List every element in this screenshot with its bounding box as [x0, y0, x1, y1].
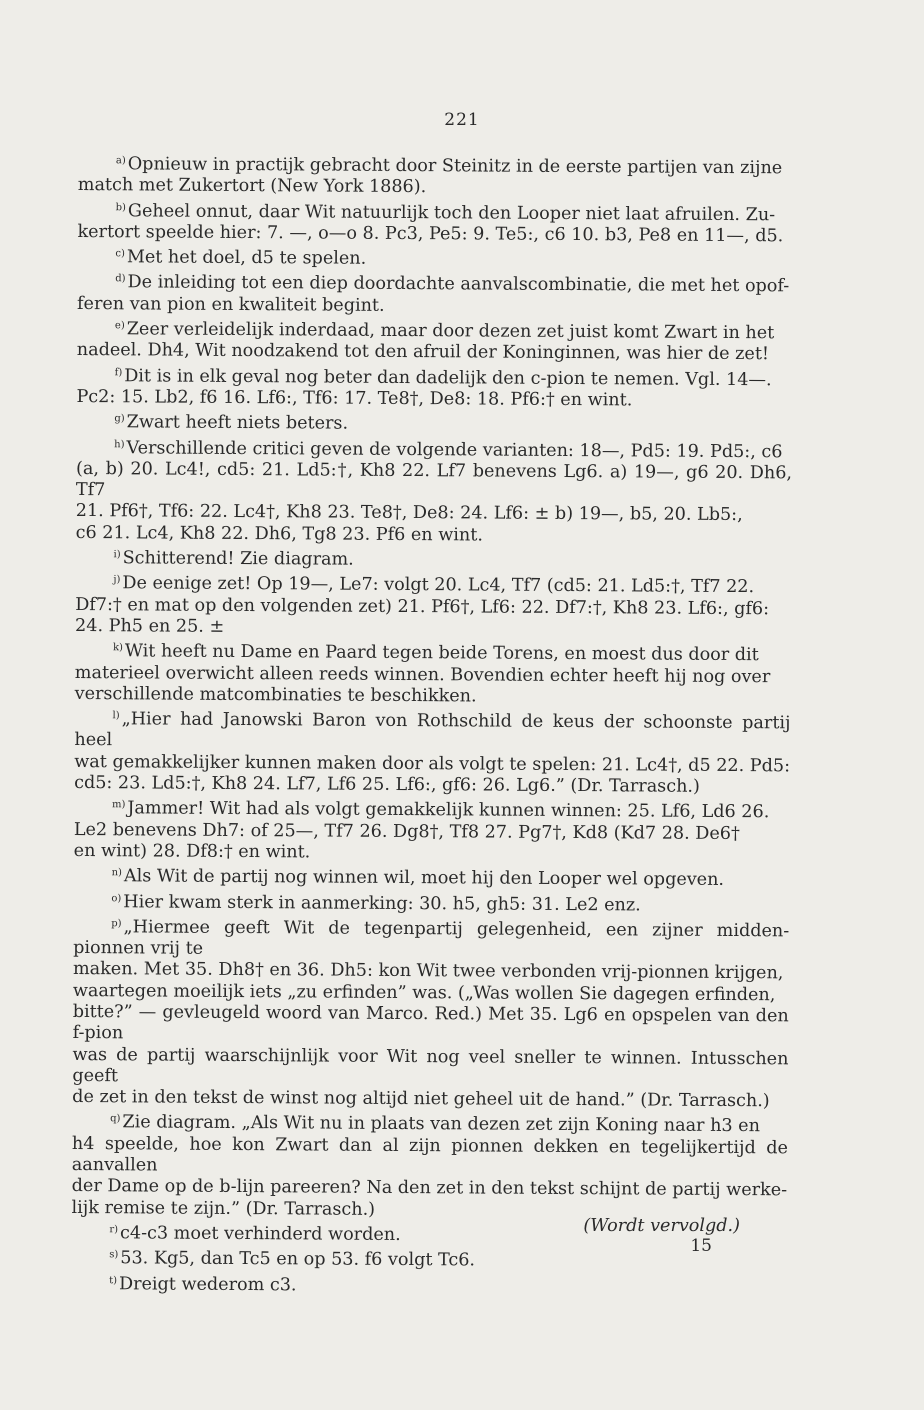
footnotes: [71, 150, 794, 1299]
note-e: [77, 315, 793, 366]
note-text: c4-c3 moet verhinderd worden.: [120, 1223, 401, 1245]
note-text: Geheel onnut, daar Wit natuurlijk toch den Looper niet laat afruilen. Zu- kertort speelde hier: 7. —, o—o 8. Pc3, Pe5: 9. Te5:, c6 10. b3, Pe8 en 11—, d5.: [77, 200, 784, 247]
note-marker: o): [111, 892, 122, 904]
continued-note: (Wordt vervolgd.): [583, 1216, 740, 1236]
note-p: [72, 913, 789, 1113]
note-marker: a): [115, 155, 126, 167]
note-a: [78, 150, 794, 201]
note-marker: b): [115, 201, 126, 213]
note-marker: j): [113, 574, 121, 586]
note-marker: g): [114, 413, 125, 425]
note-text: De eenige zet! Op 19—, Le7: volgt 20. Lc4, Tf7 (cd5: 21. Ld5:†, Tf7 22. Df7:† en mat op den volgenden zet) 21. Pf6†, Lf6: 22. Df7:†, Kh8 23. Lf6:, gf6: 24. Ph5 en 25. ±: [75, 573, 770, 637]
note-marker: i): [113, 549, 121, 561]
note-marker: k): [112, 642, 123, 654]
note-text: De inleiding tot een diep doordachte aanvalscombinatie, die met het opof- feren van pion en kwaliteit begint.: [76, 272, 790, 316]
note-n: [73, 862, 789, 892]
note-text: Jammer! Wit had als volgt gemakkelijk kunnen winnen: 25. Lf6, Ld6 26. Le2 benevens Dh7: of 25—, Tf7 26. Dg8†, Tf8 27. Pg7†, Kd8 (Kd7 28. De6† en wint) 28. Df8:† en wint.: [73, 798, 770, 863]
sheet-number: 15: [690, 1236, 712, 1256]
note-g: [76, 408, 792, 438]
note-marker: p): [111, 918, 122, 930]
note-marker: h): [114, 438, 125, 450]
note-marker: r): [109, 1224, 119, 1236]
note-marker: d): [115, 273, 126, 285]
note-t: [71, 1270, 787, 1300]
note-q: [71, 1108, 788, 1223]
note-text: „Hier had Janowski Baron von Rothschild de keus der schoonste partij heel wat gemakkelijker kunnen maken door als volgt te spelen: 21. Lc4†, d5 22. Pd5: cd5: 23. Ld5:†, Kh8 24. Lf7, Lf6 25. Lf6:, gf6: 26. Lg6.” (Dr. Tarrasch.): [74, 709, 791, 797]
note-k: [75, 637, 791, 709]
note-d: [77, 268, 793, 319]
note-marker: m): [111, 799, 126, 811]
note-text: Als Wit de partij nog winnen wil, moet hij den Looper wel opgeven.: [123, 866, 725, 891]
note-text: Met het doel, d5 te spelen.: [126, 247, 367, 269]
note-text: Opnieuw in practijk gebracht door Steinitz in de eerste partijen van zijne match met Zukertort (New York 1886).: [77, 154, 783, 198]
note-text: Zwart heeft niets beters.: [126, 412, 349, 434]
note-marker: t): [109, 1274, 118, 1286]
note-m: [74, 794, 790, 866]
note-text: Verschillende critici geven de volgende varianten: 18—, Pd5: 19. Pd5:, c6 (a, b) 20. Lc4!, cd5: 21. Ld5:†, Kh8 22. Lf7 benevens Lg6. a) 19—, g6 20. Dh6, Tf7 21. Pf6†, Tf6: 22. Lc4†, Kh8 23. Te8†, De8: 24. Lf6: ± b) 19—, b5, 20. Lb5:, c6 21. Lc4, Kh8 22. Dh6, Tg8 23. Pf6 en wint.: [75, 437, 793, 546]
note-j: [75, 569, 791, 641]
note-text: Schitterend! Zie diagram.: [122, 548, 354, 570]
note-marker: q): [110, 1113, 121, 1125]
note-marker: s): [109, 1249, 119, 1261]
note-marker: c): [115, 248, 125, 260]
note-text: Dreigt wederom c3.: [118, 1273, 297, 1295]
note-text: Dit is in elk geval nog beter dan dadelijk den c-pion te nemen. Vgl. 14—. Pc2: 15. Lb2, f6 16. Lf6:, Tf6: 17. Te8†, De8: 18. Pf6:† en wint.: [76, 365, 772, 411]
page-number: 221: [444, 110, 480, 130]
note-h: [76, 434, 793, 549]
note-text: Zie diagram. „Als Wit nu in plaats van dezen zet zijn Koning naar h3 en h4 speelde, hoe kon Zwart dan al zijn pionnen dekken en tegelijkertijd de aanvallen der Dame op de b-lijn pareeren? Na den zet in den tekst schijnt de partij werke- lijk remise te zijn.” (Dr. Tarrasch.): [71, 1112, 788, 1220]
note-marker: l): [112, 710, 120, 722]
note-marker: e): [114, 320, 125, 332]
note-b: [77, 197, 793, 248]
note-marker: f): [114, 366, 123, 378]
note-text: 53. Kg5, dan Tc5 en op 53. f6 volgt Tc6.: [120, 1248, 476, 1271]
note-l: [74, 705, 791, 799]
note-text: Zeer verleidelijk inderdaad, maar door dezen zet juist komt Zwart in het nadeel. Dh4, Wit noodzakend tot den afruil der Koninginnen, was hier de zet!: [76, 319, 775, 365]
note-f: [76, 362, 792, 413]
note-text: Wit heeft nu Dame en Paard tegen beide Torens, en moest dus door dit materieel overwicht alleen reeds winnen. Bovendien echter heeft hij nog over verschillende matcombinaties te beschikken.: [74, 641, 771, 707]
note-marker: n): [111, 867, 122, 879]
note-text: Hier kwam sterk in aanmerking: 30. h5, gh5: 31. Le2 enz.: [123, 891, 641, 915]
note-text: „Hiermee geeft Wit de tegenpartij gelegenheid, een zijner midden-pionnen vrij te maken. Met 35. Dh8† en 36. Dh5: kon Wit twee verbonden vrij-pionnen krijgen, waartegen moeilijk iets „zu erfinden” was. („Was wollen Sie dagegen erfinden, bitte?” — gevleugeld woord van Marco. Red.) Met 35. Lg6 en opspelen van den f-pion was de partij waarschijnlijk voor Wit nog veel sneller te winnen. Intusschen geeft de zet in den tekst de winst nog altijd niet geheel uit de hand.” (Dr. Tarrasch.): [72, 917, 790, 1112]
